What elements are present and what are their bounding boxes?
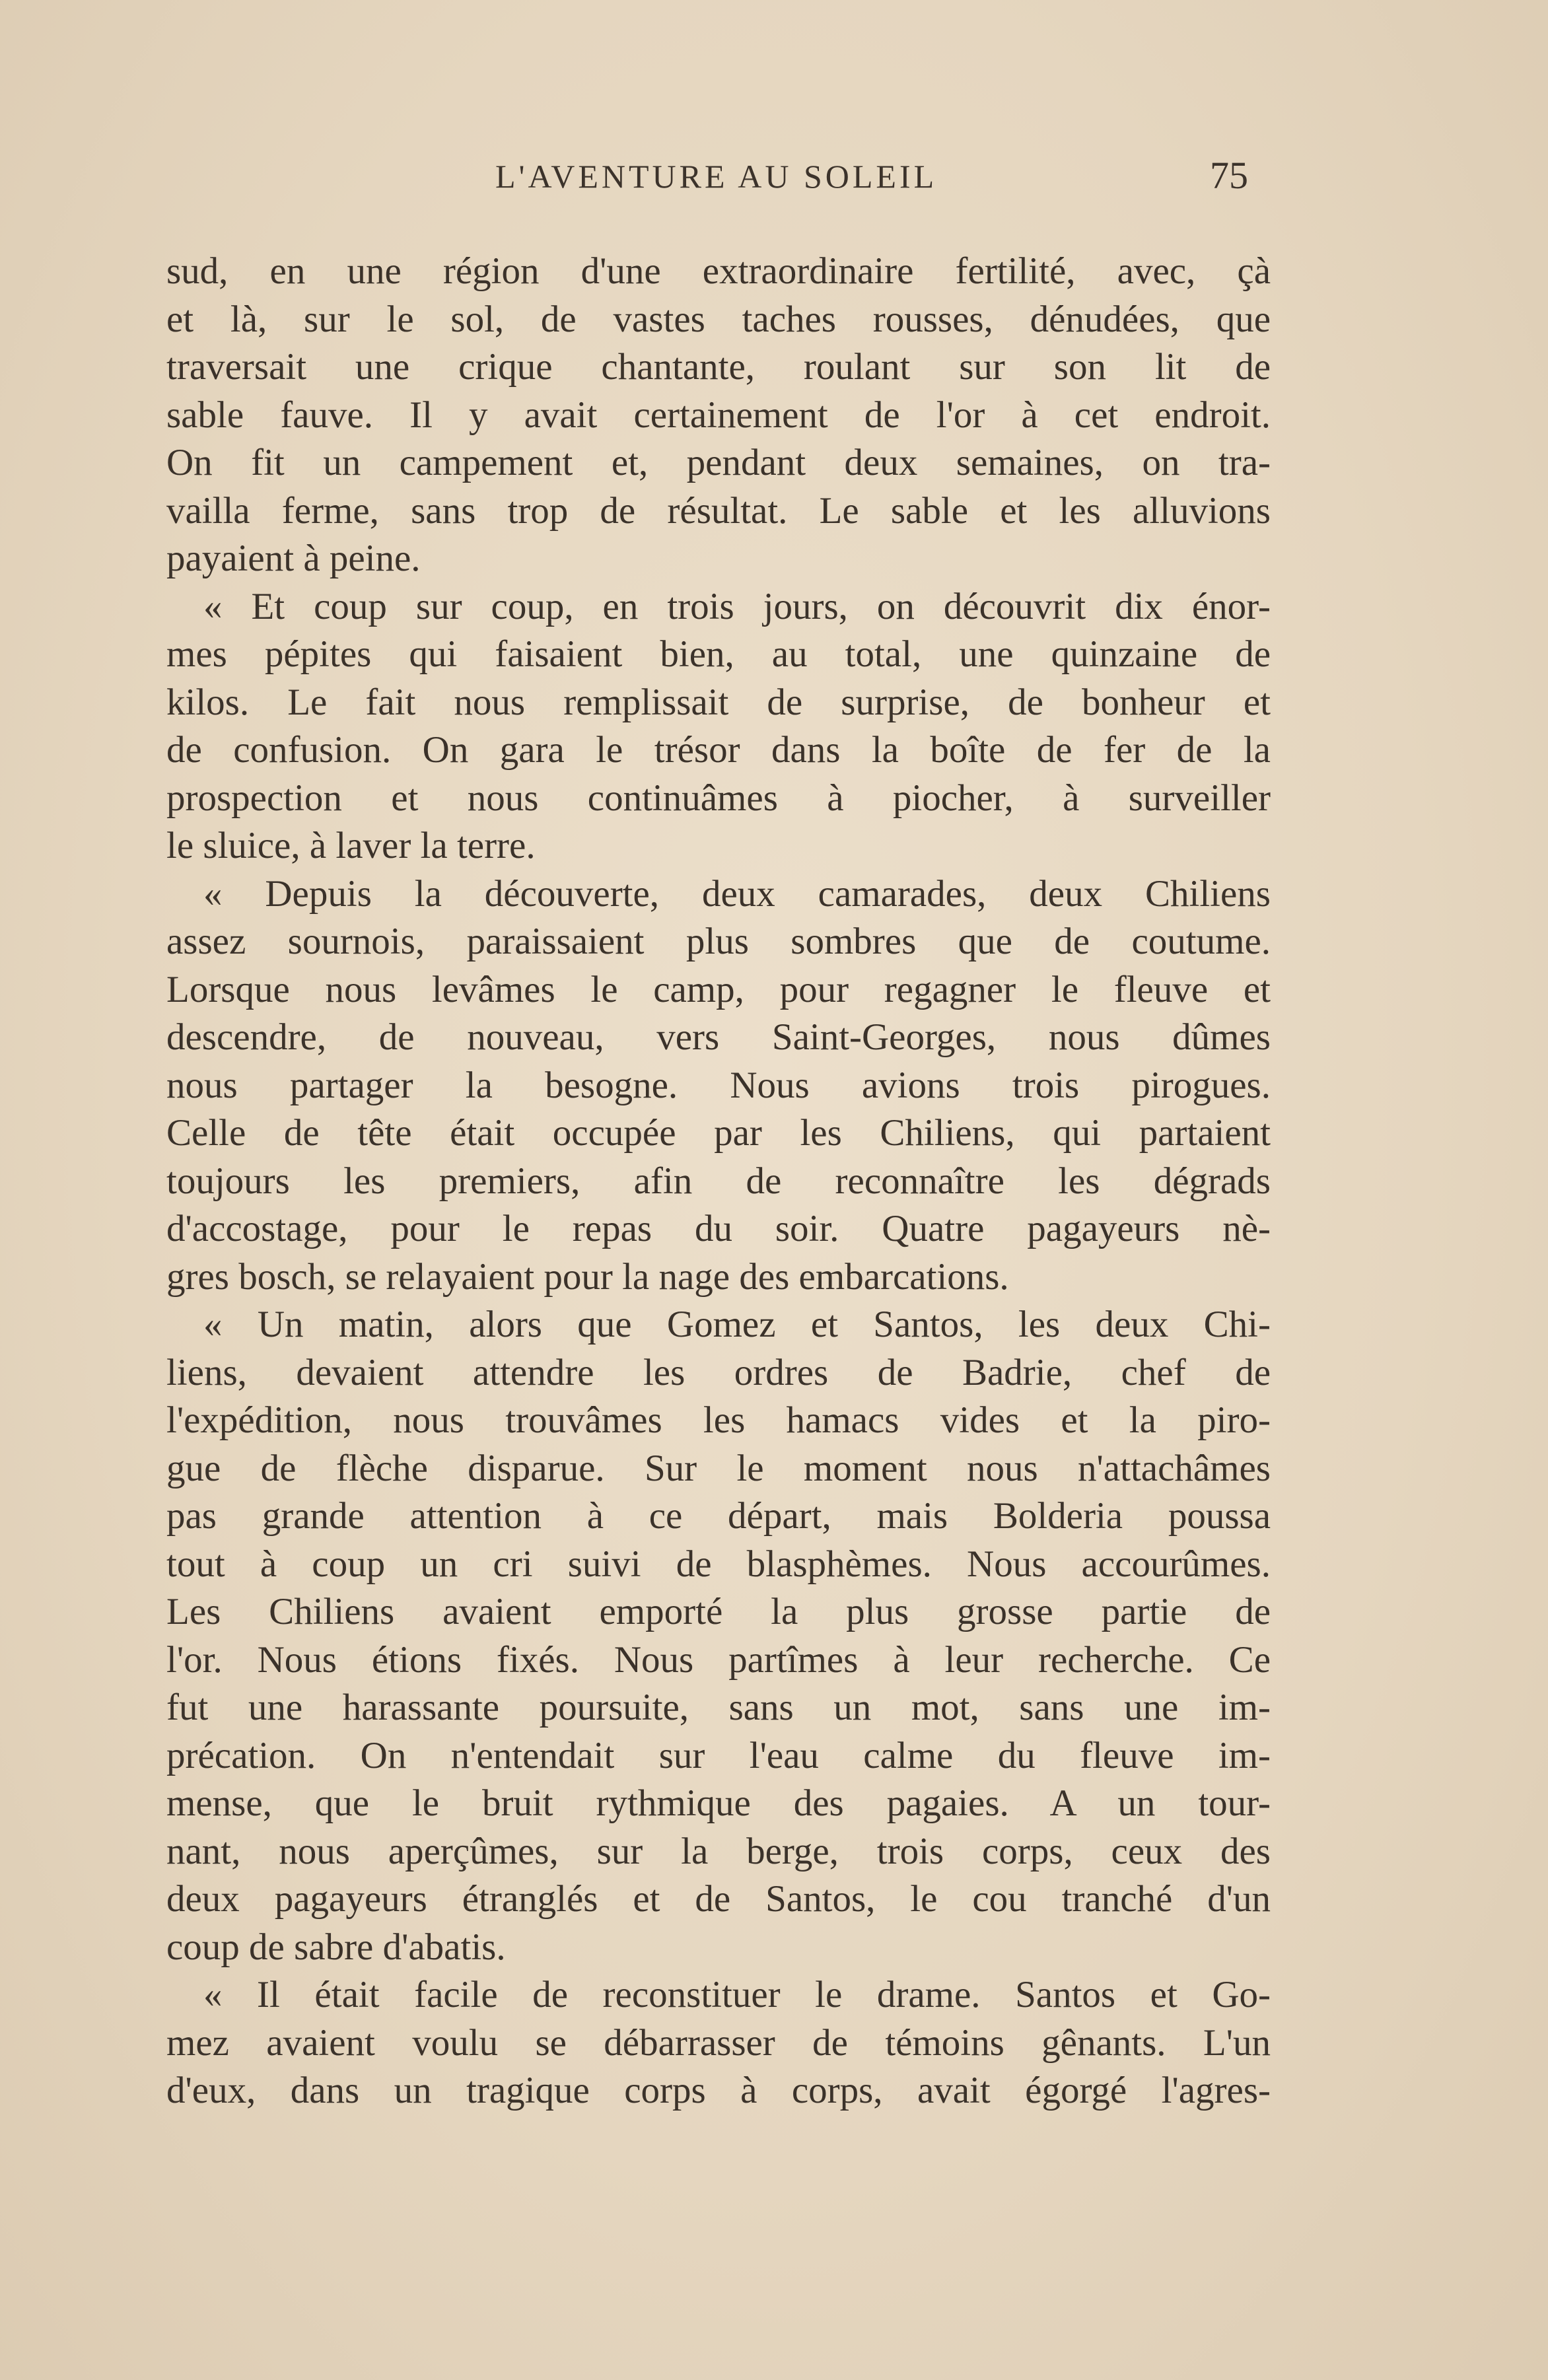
text-line: coup de sabre d'abatis.	[166, 1926, 506, 1968]
text-line: l'expédition, nous trouvâmes les hamacs vides et la piro-	[166, 1399, 1271, 1441]
text-line: gres bosch, se relayaient pour la nage des embarcations.	[166, 1255, 1009, 1298]
text-line: « Un matin, alors que Gomez et Santos, les deux Chi-	[203, 1304, 1271, 1345]
text-line: liens, devaient attendre les ordres de Badrie, chef de	[166, 1351, 1271, 1393]
text-line: vailla ferme, sans trop de résultat. Le sable et les alluvions	[166, 489, 1271, 532]
text-line: « Et coup sur coup, en trois jours, on découvrit dix énor-	[203, 585, 1271, 627]
text-line: « Il était facile de reconstituer le drame. Santos et Go-	[203, 1974, 1271, 2015]
text-line: payaient à peine.	[166, 538, 421, 579]
text-line: nant, nous aperçûmes, sur la berge, trois corps, ceux des	[166, 1830, 1271, 1872]
text-line: le sluice, à laver la terre.	[166, 825, 536, 866]
paragraph	[166, 248, 1271, 583]
text-line: d'eux, dans un tragique corps à corps, avait égorgé l'agres-	[166, 2070, 1271, 2111]
text-line: d'accostage, pour le repas du soir. Quatre pagayeurs nè-	[166, 1208, 1271, 1249]
paragraph	[166, 1971, 1271, 2115]
text-line: pas grande attention à ce départ, mais Bolderia poussa	[166, 1495, 1271, 1537]
text-line: prospection et nous continuâmes à piocher, à surveiller	[166, 777, 1271, 819]
text-line: descendre, de nouveau, vers Saint-Georges, nous dûmes	[166, 1016, 1271, 1058]
text-line: Lorsque nous levâmes le camp, pour regagner le fleuve et	[166, 968, 1271, 1010]
body-text	[166, 248, 1271, 2115]
text-line: kilos. Le fait nous remplissait de surprise, de bonheur et	[166, 681, 1271, 723]
paragraph	[166, 583, 1271, 870]
text-line: fut une harassante poursuite, sans un mot, sans une im-	[166, 1687, 1271, 1728]
text-line: sable fauve. Il y avait certainement de l'or à cet endroit.	[166, 394, 1271, 436]
paragraph	[166, 1301, 1271, 1971]
text-line: sud, en une région d'une extraordinaire fertilité, avec, çà	[166, 250, 1271, 292]
page-number: 75	[1210, 154, 1248, 197]
text-line: mes pépites qui faisaient bien, au total, une quinzaine de	[166, 633, 1271, 675]
text-line: « Depuis la découverte, deux camarades, deux Chiliens	[203, 872, 1271, 915]
text-line: mez avaient voulu se débarrasser de témoins gênants. L'un	[166, 2021, 1271, 2064]
text-line: mense, que le bruit rythmique des pagaies. A un tour-	[166, 1782, 1271, 1824]
running-title: L'AVENTURE AU SOLEIL	[495, 158, 938, 195]
text-line: de confusion. On gara le trésor dans la boîte de fer de la	[166, 729, 1271, 771]
text-line: et là, sur le sol, de vastes taches rousses, dénudées, que	[166, 298, 1271, 340]
text-line: Celle de tête était occupée par les Chiliens, qui partaient	[166, 1112, 1271, 1154]
text-line: l'or. Nous étions fixés. Nous partîmes à leur recherche. Ce	[166, 1638, 1271, 1681]
text-line: nous partager la besogne. Nous avions trois pirogues.	[166, 1064, 1271, 1106]
paragraph	[166, 870, 1271, 1302]
text-line: précation. On n'entendait sur l'eau calme du fleuve im-	[166, 1734, 1271, 1776]
text-line: gue de flèche disparue. Sur le moment nous n'attachâmes	[166, 1447, 1271, 1489]
text-line: deux pagayeurs étranglés et de Santos, le cou tranché d'un	[166, 1878, 1271, 1920]
text-line: toujours les premiers, afin de reconnaître les dégrads	[166, 1160, 1271, 1202]
text-line: assez sournois, paraissaient plus sombres que de coutume.	[166, 921, 1271, 962]
text-line: tout à coup un cri suivi de blasphèmes. Nous accourûmes.	[166, 1543, 1271, 1585]
text-line: traversait une crique chantante, roulant sur son lit de	[166, 346, 1271, 388]
text-line: Les Chiliens avaient emporté la plus grosse partie de	[166, 1591, 1271, 1632]
text-line: On fit un campement et, pendant deux semaines, on tra-	[166, 442, 1271, 483]
